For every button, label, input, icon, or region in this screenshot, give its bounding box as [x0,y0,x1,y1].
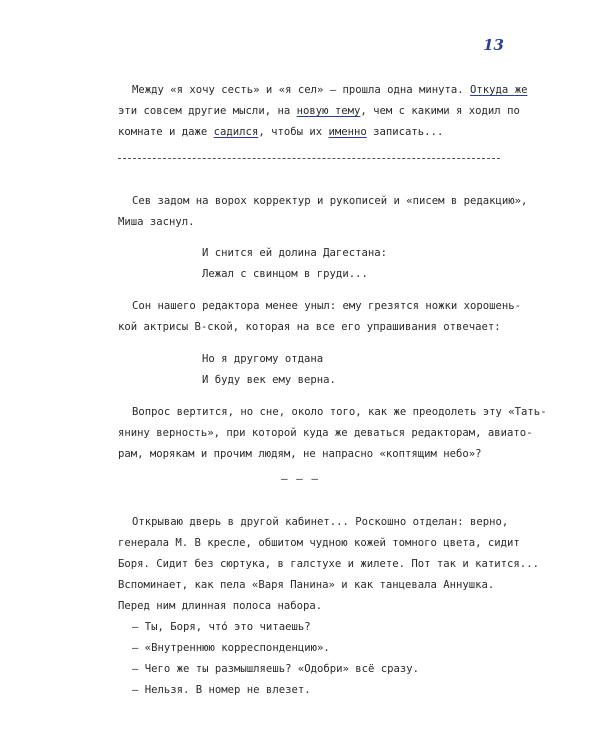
text-line: комнате и даже садился, чтобы их именно записать... [118,126,444,138]
text-line: Вопрос вертится, но сне, около того, как же преодолеть эту «Тать- [132,406,547,418]
dialogue-line: — Нельзя. В номер не влезет. [132,684,311,696]
paragraph-4 [118,402,547,465]
text-line: Открываю дверь в другой кабинет... Роскошно отделан: верно, [132,516,509,528]
text-line: кой актрисы В-ской, которая на все его упрашивания отвечает: [118,321,501,333]
text-line: Сев задом на ворох корректур и рукописей и «писем в редакцию», [132,195,528,207]
poem-line: И буду век ему верна. [202,374,336,386]
dialogue [118,617,500,701]
text-line: эти совсем другие мысли, на новую тему, чем с какими я ходил по [118,105,520,117]
dialogue-line: — Чего же ты размышляешь? «Одобри» всё сразу. [132,663,420,675]
text-line: Между «я хочу сесть» и «я сел» — прошла одна минута. Откуда же [132,84,528,96]
text-line: Сон нашего редактора менее уныл: ему грезятся ножки хорошень- [132,300,522,312]
poem-line: И снится ей долина Дагестана: [202,247,387,259]
paragraph-3 [118,296,522,338]
text-line: Вспоминает, как пела «Варя Панина» и как танцевала Аннушка. [118,579,495,591]
dialogue-line: — Ты, Боря, что́ это читаешь? [132,621,311,633]
text-line: янину верность», при которой куда же деваться редакторам, авиато- [118,427,533,439]
page-number: 13 [483,36,504,54]
paragraph-2 [118,191,528,233]
text-line: генерала М. В кресле, обшитом чудною кожей томного цвета, сидит [118,537,520,549]
section-separator: – – – [280,472,320,485]
poem-quote-2 [202,349,336,391]
text-line: рам, морякам и прочим людям, не напрасно «коптящим небо»? [118,448,482,460]
poem-quote-1 [202,243,387,285]
poem-line: Лежал с свинцом в груди... [202,268,368,280]
dashed-divider [118,158,500,159]
poem-line: Но я другому отдана [202,353,324,365]
text-line: Боря. Сидит без сюртука, в галстухе и жилете. Пот так и катится... [118,558,539,570]
dialogue-line: — «Внутреннюю корреспонденцию». [132,642,330,654]
paragraph-1 [118,80,528,143]
paragraph-5 [118,512,539,617]
text-line: Перед ним длинная полоса набора. [118,600,323,612]
text-line: Миша заснул. [118,216,195,228]
